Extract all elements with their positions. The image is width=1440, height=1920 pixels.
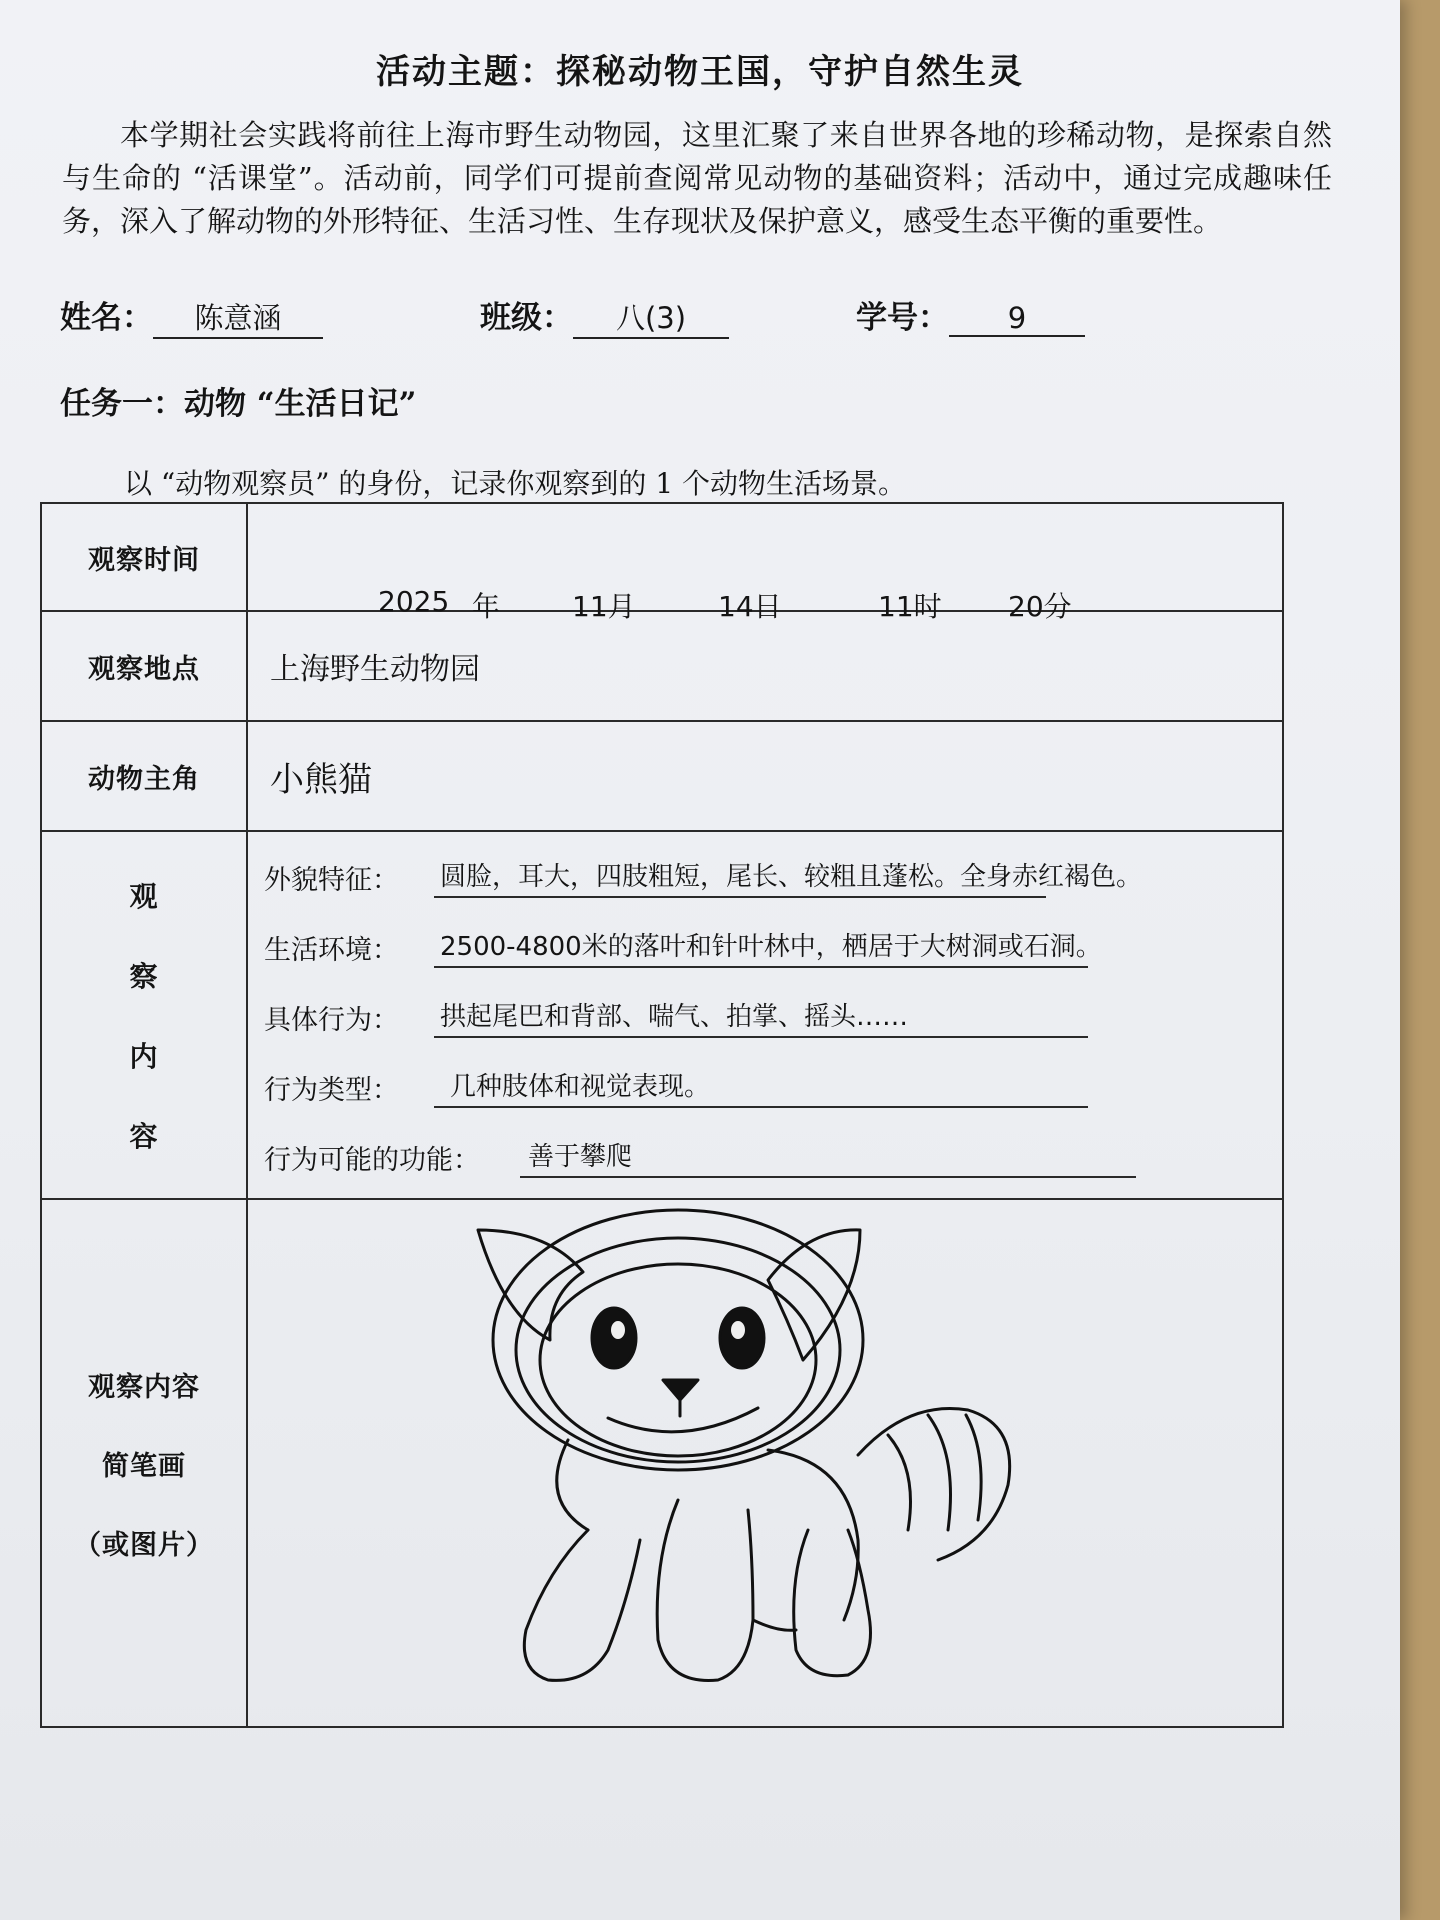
task-description: 以 “动物观察员” 的身份，记录你观察到的 1 个动物生活场景。 bbox=[124, 467, 907, 500]
content-char-4: 容 bbox=[129, 1120, 159, 1153]
sketch-label-line-1: 观察内容 bbox=[88, 1371, 200, 1403]
type-label: 行为类型： bbox=[264, 1075, 399, 1106]
function-value: 善于攀爬 bbox=[528, 1142, 633, 1172]
intro-paragraph: 本学期社会实践将前往上海市野生动物园，这里汇聚了来自世界各地的珍稀动物，是探索自然与生命的 “活课堂”。活动前，同学们可提前查阅常见动物的基础资料；活动中，通过完成趣味任务，深入了解动物的外形特征、生活习性、生存现状及保护意义，感受生态平衡的重要性。 bbox=[62, 118, 1332, 238]
name-field bbox=[60, 292, 323, 339]
animal-value: 小熊猫 bbox=[247, 721, 1283, 831]
class-label: 班级： bbox=[480, 300, 573, 336]
animal-row bbox=[41, 721, 1283, 831]
behavior-value: 拱起尾巴和背部、喘气、拍掌、摇头…… bbox=[440, 1002, 909, 1032]
appearance-label: 外貌特征： bbox=[264, 865, 399, 896]
place-row bbox=[41, 611, 1283, 721]
sketch-row bbox=[41, 1199, 1283, 1727]
habitat-value: 2500-4800米的落叶和针叶林中，栖居于大树洞或石洞。 bbox=[440, 932, 1102, 962]
content-char-3: 内 bbox=[129, 1040, 159, 1073]
class-value: 八(3) bbox=[573, 296, 729, 339]
name-label: 姓名： bbox=[60, 300, 153, 336]
animal-label: 动物主角 bbox=[41, 721, 247, 831]
appearance-underline bbox=[434, 896, 1046, 898]
red-panda-drawing bbox=[248, 1200, 1286, 1728]
time-minute: 20分 bbox=[1008, 590, 1072, 623]
time-month: 11月 bbox=[572, 590, 636, 623]
content-char-1: 观 bbox=[129, 880, 159, 913]
observation-table bbox=[40, 502, 1284, 1728]
content-row bbox=[41, 831, 1283, 1199]
sketch-label-line-2: 简笔画 bbox=[102, 1450, 186, 1482]
habitat-label: 生活环境： bbox=[264, 935, 399, 966]
behavior-underline bbox=[434, 1036, 1088, 1038]
function-line bbox=[264, 1138, 633, 1177]
student-id-label: 学号： bbox=[856, 300, 949, 336]
type-value: 几种肢体和视觉表现。 bbox=[450, 1072, 711, 1102]
class-field bbox=[480, 292, 729, 339]
sketch-cell bbox=[247, 1199, 1283, 1727]
sketch-label-line-3: （或图片） bbox=[74, 1529, 214, 1561]
time-cell bbox=[247, 503, 1283, 623]
time-row bbox=[41, 503, 1283, 611]
place-label: 观察地点 bbox=[41, 611, 247, 721]
time-year-unit: 年 bbox=[472, 590, 501, 623]
function-label: 行为可能的功能： bbox=[264, 1145, 480, 1176]
habitat-line bbox=[264, 928, 1102, 967]
student-info-row bbox=[60, 292, 1360, 342]
content-cell bbox=[247, 831, 1283, 1199]
behavior-label: 具体行为： bbox=[264, 1005, 399, 1036]
place-value: 上海野生动物园 bbox=[247, 611, 1283, 721]
time-year: 2025 bbox=[378, 585, 450, 618]
time-label: 观察时间 bbox=[41, 503, 247, 611]
habitat-underline bbox=[434, 966, 1088, 968]
appearance-value: 圆脸，耳大，四肢粗短，尾长、较粗且蓬松。全身赤红褐色。 bbox=[440, 862, 1143, 892]
type-underline bbox=[434, 1106, 1088, 1108]
behavior-line bbox=[264, 998, 909, 1037]
content-char-2: 察 bbox=[129, 960, 159, 993]
page-title: 活动主题：探秘动物王国，守护自然生灵 bbox=[376, 52, 1024, 92]
name-value: 陈意涵 bbox=[153, 296, 323, 339]
time-day: 14日 bbox=[718, 590, 782, 623]
function-underline bbox=[520, 1176, 1136, 1178]
type-line bbox=[264, 1068, 711, 1107]
time-hour: 11时 bbox=[878, 590, 942, 623]
student-id-field bbox=[856, 292, 1085, 337]
appearance-line bbox=[264, 858, 1143, 897]
task-title: 任务一：动物 “生活日记” bbox=[60, 386, 417, 422]
sketch-label bbox=[41, 1199, 247, 1727]
student-id-value: 9 bbox=[949, 301, 1085, 337]
content-label bbox=[41, 831, 247, 1199]
